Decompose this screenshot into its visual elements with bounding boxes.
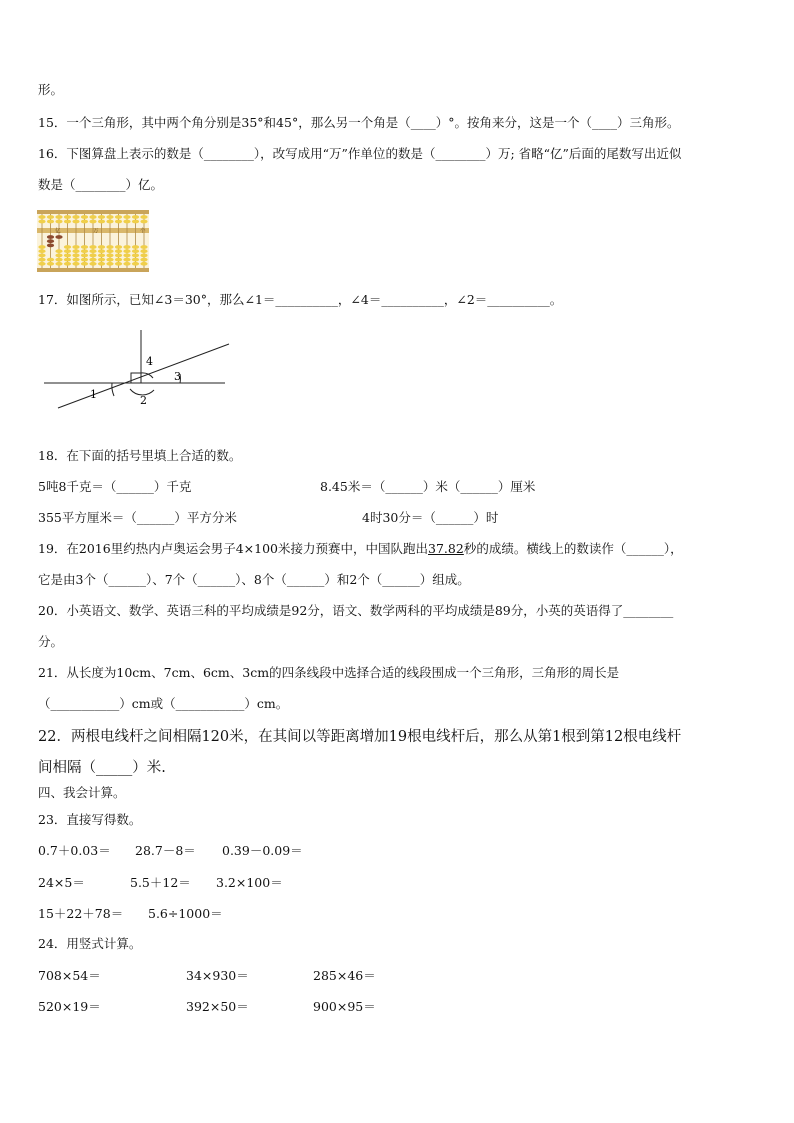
abacus-lower-bead — [89, 254, 96, 258]
question-22-line-2: 间相隔（_____）米. — [38, 760, 166, 776]
abacus-lower-bead — [115, 258, 122, 262]
abacus-upper-bead — [98, 220, 105, 224]
abacus-lower-bead — [72, 249, 79, 253]
abacus-lower-bead — [123, 262, 130, 266]
abacus-lower-bead — [106, 245, 113, 249]
abacus-top-frame — [37, 210, 149, 214]
q19-underlined-number: 37.82 — [428, 541, 464, 556]
abacus-upper-bead — [55, 215, 62, 219]
abacus-upper-bead — [38, 215, 45, 219]
abacus-lower-bead — [55, 249, 62, 253]
abacus-upper-bead — [64, 220, 71, 224]
question-23: 23．直接写得数。 — [38, 812, 142, 827]
angle-label-3: 3 — [174, 370, 181, 383]
q18-row1-col1: 5吨8千克＝（______）千克 — [38, 479, 192, 494]
abacus-upper-bead — [89, 220, 96, 224]
abacus-lower-bead — [123, 249, 130, 253]
abacus-upper-bead — [123, 220, 130, 224]
calc23-r2-c2: 5.5＋12＝ — [130, 875, 191, 890]
abacus-upper-bead — [115, 220, 122, 224]
question-21-line-1: 21．从长度为10cm、7cm、6cm、3cm的四条线段中选择合适的线段围成一个三角形，三角形的周长是 — [38, 665, 620, 680]
calc23-r1-c1: 0.7＋0.03＝ — [38, 843, 111, 858]
abacus-lower-bead — [55, 262, 62, 266]
angle-label-4: 4 — [146, 355, 153, 368]
abacus-lower-bead — [140, 245, 147, 249]
abacus-lower-bead — [55, 254, 62, 258]
calc23-r3-c1: 15＋22＋78＝ — [38, 906, 124, 921]
abacus-lower-bead — [98, 245, 105, 249]
q18-row1-col2: 8.45米＝（______）米（______）厘米 — [320, 479, 536, 494]
abacus-lower-bead — [47, 235, 54, 239]
abacus-upper-bead — [98, 215, 105, 219]
abacus-lower-bead — [123, 245, 130, 249]
angle-label-1: 1 — [90, 388, 97, 401]
abacus-lower-bead — [89, 245, 96, 249]
question-20-line-2: 分。 — [38, 634, 64, 649]
question-22-line-1: 22．两根电线杆之间相隔120米，在其间以等距离增加19根电线杆后，那么从第1根到第12根电线杆 — [38, 729, 682, 745]
abacus-bottom-frame — [37, 268, 149, 272]
abacus-lower-bead — [64, 258, 71, 262]
abacus-upper-bead — [81, 220, 88, 224]
abacus-lower-bead — [132, 262, 139, 266]
abacus-lower-bead — [47, 244, 54, 248]
abacus-upper-bead — [132, 215, 139, 219]
abacus-lower-bead — [81, 249, 88, 253]
abacus-lower-bead — [132, 245, 139, 249]
question-16-line-1: 16．下图算盘上表示的数是（________），改写成用“万”作单位的数是（________）万; 省略“亿”后面的尾数写出近似 — [38, 146, 682, 161]
question-18: 18．在下面的括号里填上合适的数。 — [38, 448, 242, 463]
abacus-lower-bead — [38, 262, 45, 266]
abacus-figure — [37, 210, 149, 272]
calc23-r1-c3: 0.39－0.09＝ — [222, 843, 303, 858]
abacus-lower-bead — [106, 258, 113, 262]
angle-4-arc — [141, 373, 153, 378]
abacus-lower-bead — [132, 254, 139, 258]
abacus-label-ge: 个 — [140, 228, 146, 235]
abacus-lower-bead — [140, 254, 147, 258]
calc24-r1-c3: 285×46＝ — [313, 968, 376, 983]
calc23-r1-c2: 28.7－8＝ — [135, 843, 196, 858]
abacus-lower-bead — [98, 262, 105, 266]
abacus-lower-bead — [140, 249, 147, 253]
q19-text-pre: 19．在2016里约热内卢奥运会男子4×100米接力预赛中，中国队跑出 — [38, 541, 429, 556]
abacus-lower-bead — [98, 258, 105, 262]
abacus-upper-bead — [81, 215, 88, 219]
abacus-lower-bead — [115, 245, 122, 249]
calc24-r2-c2: 392×50＝ — [186, 999, 249, 1014]
abacus-lower-bead — [115, 262, 122, 266]
abacus-lower-bead — [38, 249, 45, 253]
abacus-lower-bead — [115, 249, 122, 253]
abacus-upper-bead — [38, 220, 45, 224]
abacus-lower-bead — [64, 245, 71, 249]
q18-row2-col1: 355平方厘米＝（______）平方分米 — [38, 510, 237, 525]
question-20-line-1: 20．小英语文、数学、英语三科的平均成绩是92分，语文、数学两科的平均成绩是89分，小英的英语得了________ — [38, 603, 674, 618]
abacus-upper-bead — [47, 215, 54, 219]
calc24-r1-c2: 34×930＝ — [186, 968, 249, 983]
calc23-r3-c2: 5.6÷1000＝ — [148, 906, 223, 921]
section-4-heading: 四、我会计算。 — [38, 785, 126, 800]
q19-text-post: 秒的成绩。横线上的数读作（______）， — [463, 541, 683, 556]
abacus-lower-bead — [106, 254, 113, 258]
abacus-upper-bead — [115, 215, 122, 219]
abacus-lower-bead — [47, 262, 54, 266]
abacus-lower-bead — [64, 249, 71, 253]
abacus-lower-bead — [123, 258, 130, 262]
abacus-upper-bead — [132, 220, 139, 224]
abacus-label-wan: 万 — [93, 228, 99, 235]
question-19-line-2: 它是由3个（______）、7个（______）、8个（______）和2个（______）组成。 — [38, 572, 470, 587]
abacus-upper-bead — [140, 220, 147, 224]
abacus-lower-bead — [72, 262, 79, 266]
abacus-lower-bead — [89, 258, 96, 262]
q18-row2-col2: 4时30分＝（______）时 — [362, 510, 499, 525]
abacus-upper-bead — [106, 215, 113, 219]
abacus-lower-bead — [81, 258, 88, 262]
abacus-upper-bead — [89, 215, 96, 219]
abacus-upper-bead — [47, 220, 54, 224]
abacus-lower-bead — [81, 245, 88, 249]
abacus-lower-bead — [64, 262, 71, 266]
question-21-line-2: （___________）cm或（___________）cm。 — [38, 696, 289, 711]
abacus-lower-bead — [47, 258, 54, 262]
abacus-lower-bead — [55, 258, 62, 262]
abacus-lower-bead — [89, 262, 96, 266]
abacus-lower-bead — [55, 235, 62, 239]
abacus-lower-bead — [72, 254, 79, 258]
abacus-upper-bead — [55, 220, 62, 224]
abacus-label-yi: 亿 — [55, 228, 61, 235]
calc24-r2-c1: 520×19＝ — [38, 999, 101, 1014]
abacus-lower-bead — [140, 258, 147, 262]
question-17: 17．如图所示，已知∠3＝30°，那么∠1＝__________，∠4＝__________，∠2＝__________。 — [38, 292, 563, 307]
abacus-lower-bead — [106, 262, 113, 266]
abacus-lower-bead — [132, 258, 139, 262]
question-15: 15．一个三角形，其中两个角分别是35°和45°，那么另一个角是（____）°。按角来分，这是一个（____）三角形。 — [38, 115, 680, 130]
abacus-lower-bead — [72, 258, 79, 262]
text-continuation: 形。 — [38, 82, 64, 97]
abacus-lower-bead — [38, 245, 45, 249]
angle-1-arc — [112, 383, 114, 396]
abacus-lower-bead — [47, 239, 54, 243]
angle-figure — [40, 322, 240, 412]
question-24: 24．用竖式计算。 — [38, 936, 142, 951]
abacus-lower-bead — [115, 254, 122, 258]
abacus-upper-bead — [123, 215, 130, 219]
abacus-lower-bead — [106, 249, 113, 253]
abacus-lower-bead — [72, 245, 79, 249]
calc24-r1-c1: 708×54＝ — [38, 968, 101, 983]
abacus-lower-bead — [89, 249, 96, 253]
abacus-lower-bead — [98, 254, 105, 258]
abacus-lower-bead — [132, 249, 139, 253]
abacus-upper-bead — [72, 220, 79, 224]
abacus-lower-bead — [98, 249, 105, 253]
abacus-upper-bead — [72, 215, 79, 219]
question-16-line-2: 数是（________）亿。 — [38, 177, 164, 192]
abacus-lower-bead — [81, 254, 88, 258]
calc23-r2-c3: 3.2×100＝ — [216, 875, 283, 890]
angle-label-2: 2 — [140, 394, 147, 407]
calc23-r2-c1: 24×5＝ — [38, 875, 85, 890]
calc24-r2-c3: 900×95＝ — [313, 999, 376, 1014]
abacus-upper-bead — [140, 215, 147, 219]
abacus-lower-bead — [140, 262, 147, 266]
abacus-upper-bead — [64, 215, 71, 219]
abacus-upper-bead — [106, 220, 113, 224]
abacus-lower-bead — [38, 258, 45, 262]
abacus-lower-bead — [38, 254, 45, 258]
abacus-lower-bead — [81, 262, 88, 266]
abacus-lower-bead — [123, 254, 130, 258]
question-19-line-1 — [38, 541, 683, 557]
abacus-lower-bead — [64, 254, 71, 258]
